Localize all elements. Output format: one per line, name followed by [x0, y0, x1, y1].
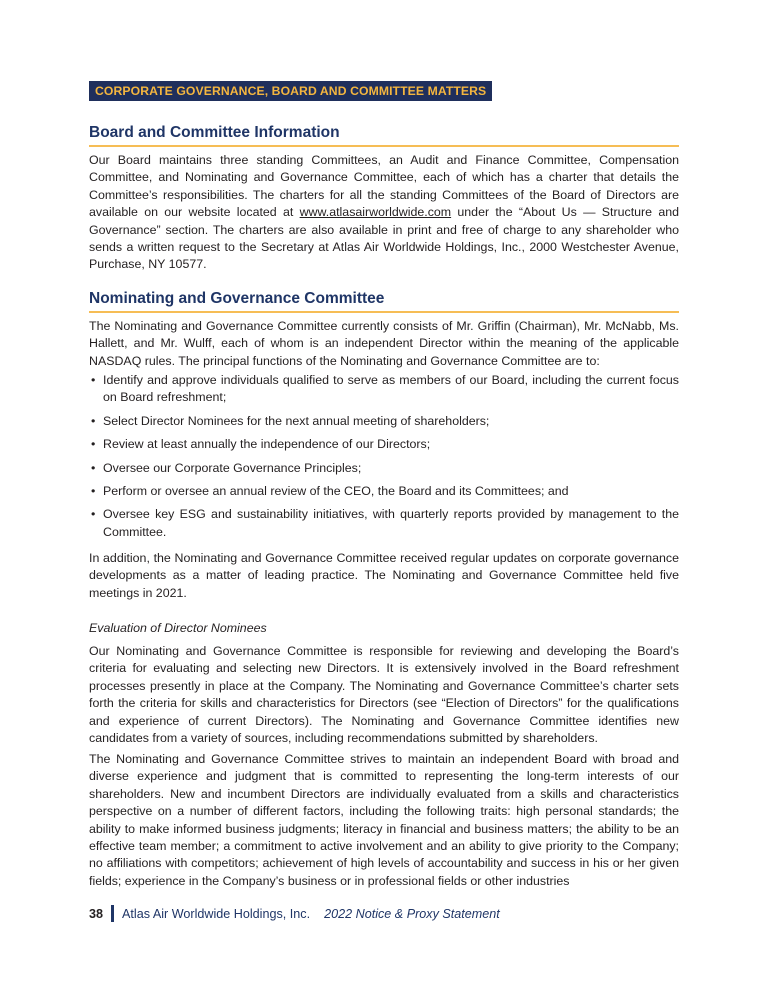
evaluation-paragraph-2: [89, 751, 679, 890]
footer-company: Atlas Air Worldwide Holdings, Inc.: [122, 906, 311, 921]
addition-paragraph: [89, 550, 679, 602]
evaluation-subheading: Evaluation of Director Nominees: [89, 621, 267, 635]
website-link[interactable]: www.atlasairworldwide.com: [299, 205, 452, 220]
bullet-icon: •: [91, 413, 96, 428]
footer-document-title: 2022 Notice & Proxy Statement: [324, 906, 500, 921]
list-item: • Oversee our Corporate Governance Principles;: [89, 460, 679, 477]
bullet-icon: •: [91, 460, 96, 475]
heading-nominating-governance: Nominating and Governance Committee: [89, 290, 679, 313]
evaluation-subheading-block: [89, 620, 679, 637]
evaluation-paragraph-1: [89, 643, 679, 747]
list-item: • Review at least annually the independence of our Directors;: [89, 436, 679, 453]
footer-divider: [111, 905, 114, 922]
bullet-icon: •: [91, 507, 96, 522]
nominating-intro: [89, 318, 679, 370]
board-info-text-1: Our Board maintains three standing Committees, an Audit and Finance Committee, Compensation Committee, and Nominating and Governance Committee, each of which has a charter that details the Committee’s responsibilities. The charters for all the standing Committees of the Board of Directors are available on our website located at: [89, 153, 679, 220]
board-info-paragraph: [89, 152, 679, 274]
list-item: • Identify and approve individuals qualified to serve as members of our Board, including the current focus on Board refreshment;: [91, 373, 679, 405]
board-info-text-2: under the “About Us — Structure and Governance” section. The charters are also available in print and free of charge to any shareholder who sends a written request to the Secretary at Atlas Air Worldwide Holdings, Inc., 2000 Westchester Avenue, Purchase, NY 10577.: [89, 205, 679, 272]
list-item: • Perform or oversee an annual review of the CEO, the Board and its Committees; and: [89, 483, 679, 500]
heading-board-committee-info: Board and Committee Information: [89, 124, 679, 147]
list-item: • Oversee key ESG and sustainability initiatives, with quarterly reports provided by management to the Committee.: [91, 507, 679, 539]
bullet-icon: •: [91, 484, 96, 499]
functions-list: [89, 372, 679, 541]
section-banner: CORPORATE GOVERNANCE, BOARD AND COMMITTEE MATTERS: [89, 81, 492, 101]
bullet-icon: •: [91, 373, 96, 387]
bullet-icon: •: [91, 437, 96, 452]
page-footer: [89, 905, 500, 922]
nominating-intro-text: The Nominating and Governance Committee currently consists of Mr. Griffin (Chairman), Mr. McNabb, Ms. Hallett, and Mr. Wulff, each of whom is an independent Director within the meaning of the applicable NASDAQ rules. The principal functions of the Nominating and Governance Committee are to:: [89, 319, 679, 368]
evaluation-text-2: The Nominating and Governance Committee strives to maintain an independent Board with broad and diverse experience and judgment that is committed to representing the long-term interests of our shareholders. New and incumbent Directors are individually evaluated from a skills and characteristics perspective on a number of different factors, including the following traits: high personal standards; the ability to make informed business judgments; literacy in financial and business matters; the ability to be an effective team member; a commitment to active involvement and an ability to give priority to the Company; no affiliations with competitors; achievement of high levels of accountability and success in his or her given fields; experience in the Company’s business or in professional fields or other industries: [89, 752, 679, 888]
addition-text: In addition, the Nominating and Governance Committee received regular updates on corporate governance developments as a matter of leading practice. The Nominating and Governance Committee held five meetings in 2021.: [89, 551, 679, 600]
page-number: 38: [89, 906, 104, 921]
evaluation-text-1: Our Nominating and Governance Committee is responsible for reviewing and developing the Board’s criteria for evaluating and selecting new Directors. It is extensively involved in the Board refreshment processes presently in place at the Company. The Nominating and Governance Committee’s charter sets forth the criteria for skills and characteristics for Directors (see “Election of Directors” for the qualifications and experience of current Directors). The Nominating and Governance Committee identifies new candidates from a variety of sources, including recommendations submitted by shareholders.: [89, 644, 679, 746]
functions-list-block: [89, 372, 679, 547]
list-item: • Select Director Nominees for the next annual meeting of shareholders;: [89, 413, 679, 430]
